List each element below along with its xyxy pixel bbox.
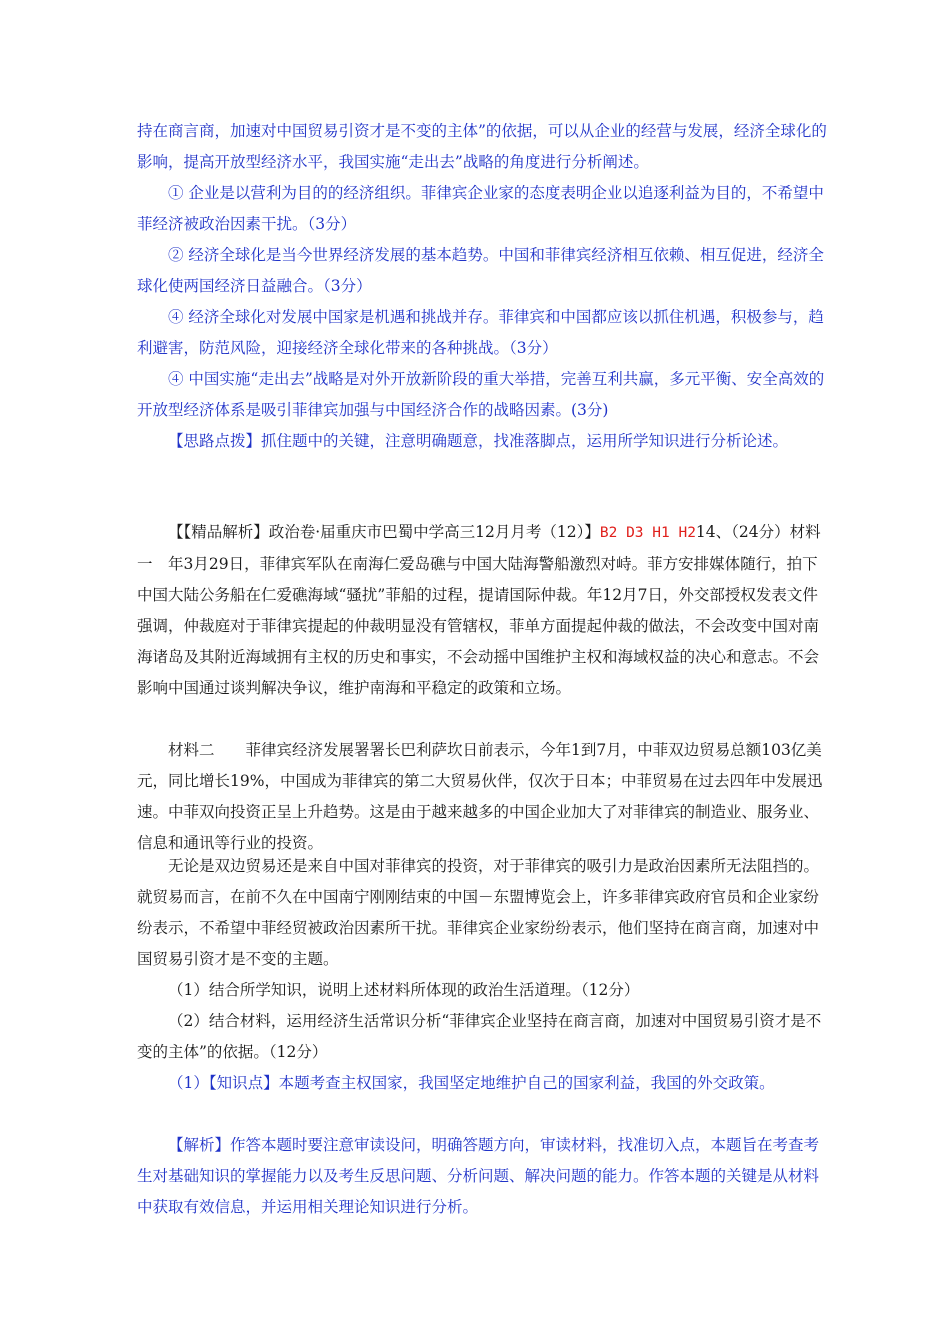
answer-point-4: ④ 中国实施“走出去”战略是对外开放新阶段的重大举措，完善互利共赢，多元平衡、安全高效的开放型经济体系是吸引菲律宾加强与中国经济合作的战略因素。(3分) (137, 370, 825, 419)
knowledge-point: （1）【知识点】本题考查主权国家，我国坚定地维护自己的国家利益，我国的外交政策。 (168, 1074, 775, 1092)
answer-point-1: ① 企业是以营利为目的的经济组织。菲律宾企业家的态度表明企业以追逐利益为目的，不希望中菲经济被政治因素干扰。（3分） (137, 184, 824, 233)
question-2: （2）结合材料，运用经济生活常识分析“菲律宾企业坚持在商言商，加速对中国贸易引资才是不变的主体”的依据。（12分） (137, 1012, 822, 1061)
analysis: 【解析】作答本题时要注意审读设问，明确答题方向，审读材料，找准切入点，本题旨在考查考生对基础知识的掌握能力以及考生反思问题、分析问题、解决问题的能力。作答本题的关键是从材料中获取有效信息，并运用相关理论知识进行分析。 (137, 1136, 820, 1216)
knowledge-codes: B2 D3 H1 H2 (599, 525, 696, 541)
material-two-continued: 无论是双边贸易还是来自中国对菲律宾的投资，对于菲律宾的吸引力是政治因素所无法阻挡的。就贸易而言，在前不久在中国南宁刚刚结束的中国－东盟博览会上，许多菲律宾政府官员和企业家纷纷表示，不希望中菲经贸被政治因素所干扰。菲律宾企业家纷纷表示，他们坚持在商言商，加速对中国贸易引资才是不变的主题。 (137, 857, 820, 968)
answer-intro: 持在商言商，加速对中国贸易引资才是不变的主体”的依据，可以从企业的经营与发展，经济全球化的影响，提高开放型经济水平，我国实施“走出去”战略的角度进行分析阐述。 (137, 122, 827, 171)
thinking-tip: 【思路点拨】抓住题中的关键，注意明确题意，找准落脚点，运用所学知识进行分析论述。 (168, 432, 789, 450)
material-two: 材料二 菲律宾经济发展署署长巴利萨坎日前表示，今年1到7月，中菲双边贸易总额103亿美元，同比增长19%，中国成为菲律宾的第二大贸易伙伴，仅次于日本；中菲贸易在过去四年中发展迅速。中菲双向投资正呈上升趋势。这是由于越来越多的中国企业加大了对菲律宾的制造业、服务业、信息和通讯等行业的投资。 (137, 741, 823, 852)
answer-point-2: ② 经济全球化是当今世界经济发展的基本趋势。中国和菲律宾经济相互依赖、相互促进，经济全球化使两国经济日益融合。（3分） (137, 246, 824, 295)
question-source: 【【精品解析】政治卷·届重庆市巴蜀中学高三12月月考（12）】 (168, 523, 600, 541)
material-one: 14、（24分）材料一 年3月29日，菲律宾军队在南海仁爱岛礁与中国大陆海警船激烈对峙。菲方安排媒体随行，拍下中国大陆公务船在仁爱礁海域“骚扰”菲船的过程，提请国际仲裁。年12月7日，外交部授权发表文件强调，仲裁庭对于菲律宾提起的仲裁明显没有管辖权，菲单方面提起仲裁的做法，不会改变中国对南海诸岛及其附近海域拥有主权的历史和事实，不会动摇中国维护主权和海域权益的决心和意志。不会影响中国通过谈判解决争议，维护南海和平稳定的政策和立场。 (137, 523, 821, 697)
question-1: （1）结合所学知识，说明上述材料所体现的政治生活道理。（12分） (168, 981, 640, 999)
question-header (137, 517, 827, 704)
answer-point-3: ④ 经济全球化对发展中国家是机遇和挑战并存。菲律宾和中国都应该以抓住机遇，积极参与，趋利避害，防范风险，迎接经济全球化带来的各种挑战。（3分） (137, 308, 824, 357)
